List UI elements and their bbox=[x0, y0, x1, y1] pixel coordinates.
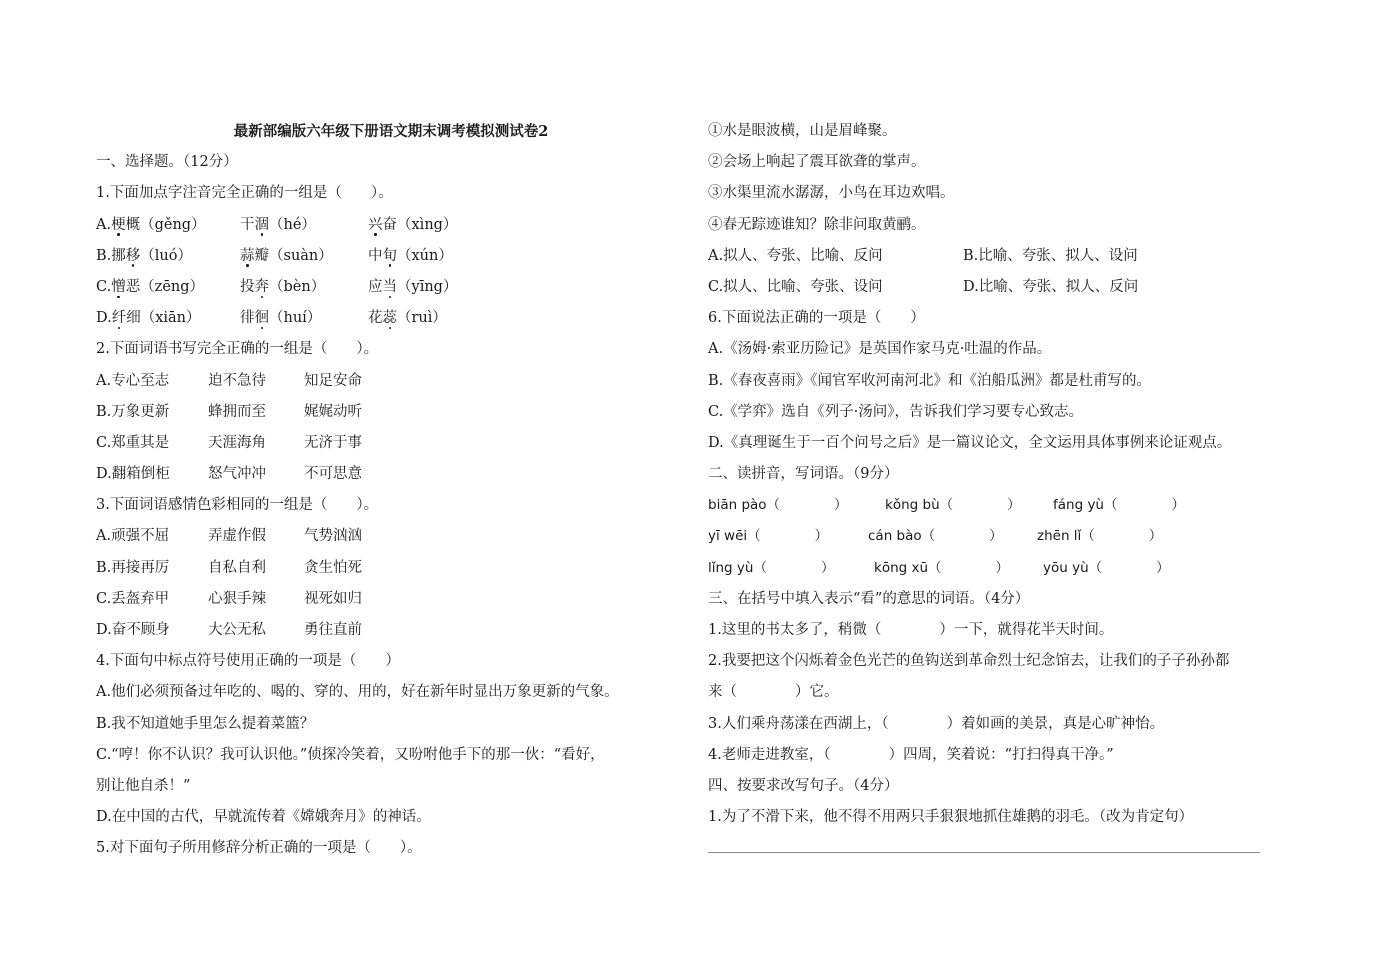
section4-heading: 四、按要求改写句子。（4分） bbox=[708, 777, 899, 794]
s3-q2: 2.我要把这个闪烁着金色光芒的鱼钩送到革命烈士纪念馆去，让我们的子子孙孙都 bbox=[708, 653, 1230, 670]
q5-sentence-3: ③水渠里流水潺潺，小鸟在耳边欢唱。 bbox=[708, 185, 955, 202]
q5-options-cd bbox=[708, 272, 1298, 303]
s3-q1: 1.这里的书太多了，稍微（ ）一下，就得花半天时间。 bbox=[708, 622, 1114, 638]
q5-stem: 5.对下面句子所用修辞分析正确的一项是（ ）。 bbox=[96, 840, 422, 857]
q6-option-d: D.《真理诞生于一百个问号之后》是一篇议论文，全文运用具体事例来论证观点。 bbox=[708, 434, 1232, 451]
q3-option-b: B.再接再厉 自私自利 贪生怕死 bbox=[96, 559, 362, 576]
q2-option-a: A.专心至志 迫不急待 知足安命 bbox=[96, 372, 362, 389]
q4-option-b: B.我不知道她手里怎么提着菜篮？ bbox=[96, 715, 315, 732]
q5-sentence-2: ②会场上响起了震耳欲聋的掌声。 bbox=[708, 154, 926, 171]
q1-stem: 1.下面加点字注音完全正确的一组是（ ）。 bbox=[96, 185, 393, 202]
q3-option-a: A.顽强不屈 弄虚作假 气势汹汹 bbox=[96, 528, 362, 545]
q2-option-b: B.万象更新 蜂拥而至 娓娓动听 bbox=[96, 403, 362, 420]
q2-option-c: C.郑重其是 天涯海角 无济于事 bbox=[96, 434, 362, 451]
q4-option-d: D.在中国的古代，早就流传着《嫦娥奔月》的神话。 bbox=[96, 809, 431, 826]
q6-option-a: A.《汤姆·索亚历险记》是英国作家马克·吐温的作品。 bbox=[708, 341, 1052, 358]
q2-stem: 2.下面词语书写完全正确的一组是（ ）。 bbox=[96, 341, 379, 358]
q5-option-c: C.拟人、比喻、夸张、设问 bbox=[708, 278, 883, 295]
q5-option-a: A.拟人、夸张、比喻、反问 bbox=[708, 247, 883, 264]
pinyin-row-2: yī wēi（ ） cán bào（ ） zhēn lǐ（ ） bbox=[708, 528, 1163, 545]
s4-q1: 1.为了不滑下来，他不得不用两只手狠狠地抓住雄鹅的羽毛。（改为肯定句） bbox=[708, 809, 1194, 826]
q6-stem: 6.下面说法正确的一项是（ ） bbox=[708, 310, 925, 327]
q5-sentence-1: ①水是眼波横，山是眉峰聚。 bbox=[708, 123, 897, 139]
q5-option-b: B.比喻、夸张、拟人、设问 bbox=[963, 247, 1138, 264]
section1-heading: 一、选择题。（12分） bbox=[96, 154, 238, 171]
pinyin-row-3: lǐng yù（ ） kōng xū（ ） yōu yù（ ） bbox=[708, 559, 1170, 576]
q3-option-d: D.奋不顾身 大公无私 勇往直前 bbox=[96, 622, 362, 638]
right-column bbox=[708, 116, 1298, 833]
q1-option-c: C.憎恶（zēng） 投奔（bèn） 应当（yīng） bbox=[96, 272, 686, 303]
s3-q3: 3.人们乘舟荡漾在西湖上，（ ）着如画的美景，真是心旷神怡。 bbox=[708, 715, 1165, 732]
q4-option-c: C.“哼！你不认识？我可认识他。”侦探冷笑着，又吩咐他手下的那一伙：“看好， bbox=[96, 746, 605, 763]
section2-heading: 二、读拼音，写词语。（9分） bbox=[708, 466, 899, 483]
page-title: 最新部编版六年级下册语文期末调考模拟测试卷2 bbox=[233, 123, 549, 140]
q1-option-b: B.挪移（luó） 蒜瓣（suàn） 中旬（xún） bbox=[96, 241, 686, 272]
pinyin-row-1: biān pào（ ） kǒng bù（ ） fáng yù（ ） bbox=[708, 497, 1185, 514]
q5-options-ab bbox=[708, 241, 1298, 272]
q5-sentence-4: ④春无踪迹谁知？除非问取黄鹂。 bbox=[708, 216, 926, 233]
left-column bbox=[96, 116, 686, 865]
q5-option-d: D.比喻、夸张、拟人、反问 bbox=[963, 278, 1139, 295]
q6-option-b: B.《春夜喜雨》《闻官军收河南河北》和《泊船瓜洲》都是杜甫写的。 bbox=[708, 372, 1152, 389]
s3-q2-cont: 来（ ）它。 bbox=[708, 684, 839, 701]
section3-heading: 三、在括号中填入表示“看”的意思的词语。（4分） bbox=[708, 590, 1030, 607]
q4-option-a: A.他们必须预备过年吃的、喝的、穿的、用的，好在新年时显出万象更新的气象。 bbox=[96, 684, 619, 701]
q6-option-c: C.《学弈》选自《列子·汤问》，告诉我们学习要专心致志。 bbox=[708, 403, 1084, 420]
q4-option-c-cont: 别让他自杀！” bbox=[96, 777, 191, 794]
q4-stem: 4.下面句中标点符号使用正确的一项是（ ） bbox=[96, 653, 400, 670]
q3-option-c: C.丢盔弃甲 心狠手辣 视死如归 bbox=[96, 590, 362, 607]
answer-line bbox=[708, 852, 1260, 853]
q1-option-d: D.纤细（xiān） 徘徊（huí） 花蕊（ruì） bbox=[96, 303, 686, 334]
q1-option-a: A.梗概（gěng） 干涸（hé） 兴奋（xìng） bbox=[96, 210, 686, 241]
s3-q4: 4.老师走进教室，（ ）四周，笑着说：“打扫得真干净。” bbox=[708, 746, 1114, 763]
q2-option-d: D.翻箱倒柜 怒气冲冲 不可思意 bbox=[96, 466, 362, 483]
q3-stem: 3.下面词语感情色彩相同的一组是（ ）。 bbox=[96, 497, 379, 514]
